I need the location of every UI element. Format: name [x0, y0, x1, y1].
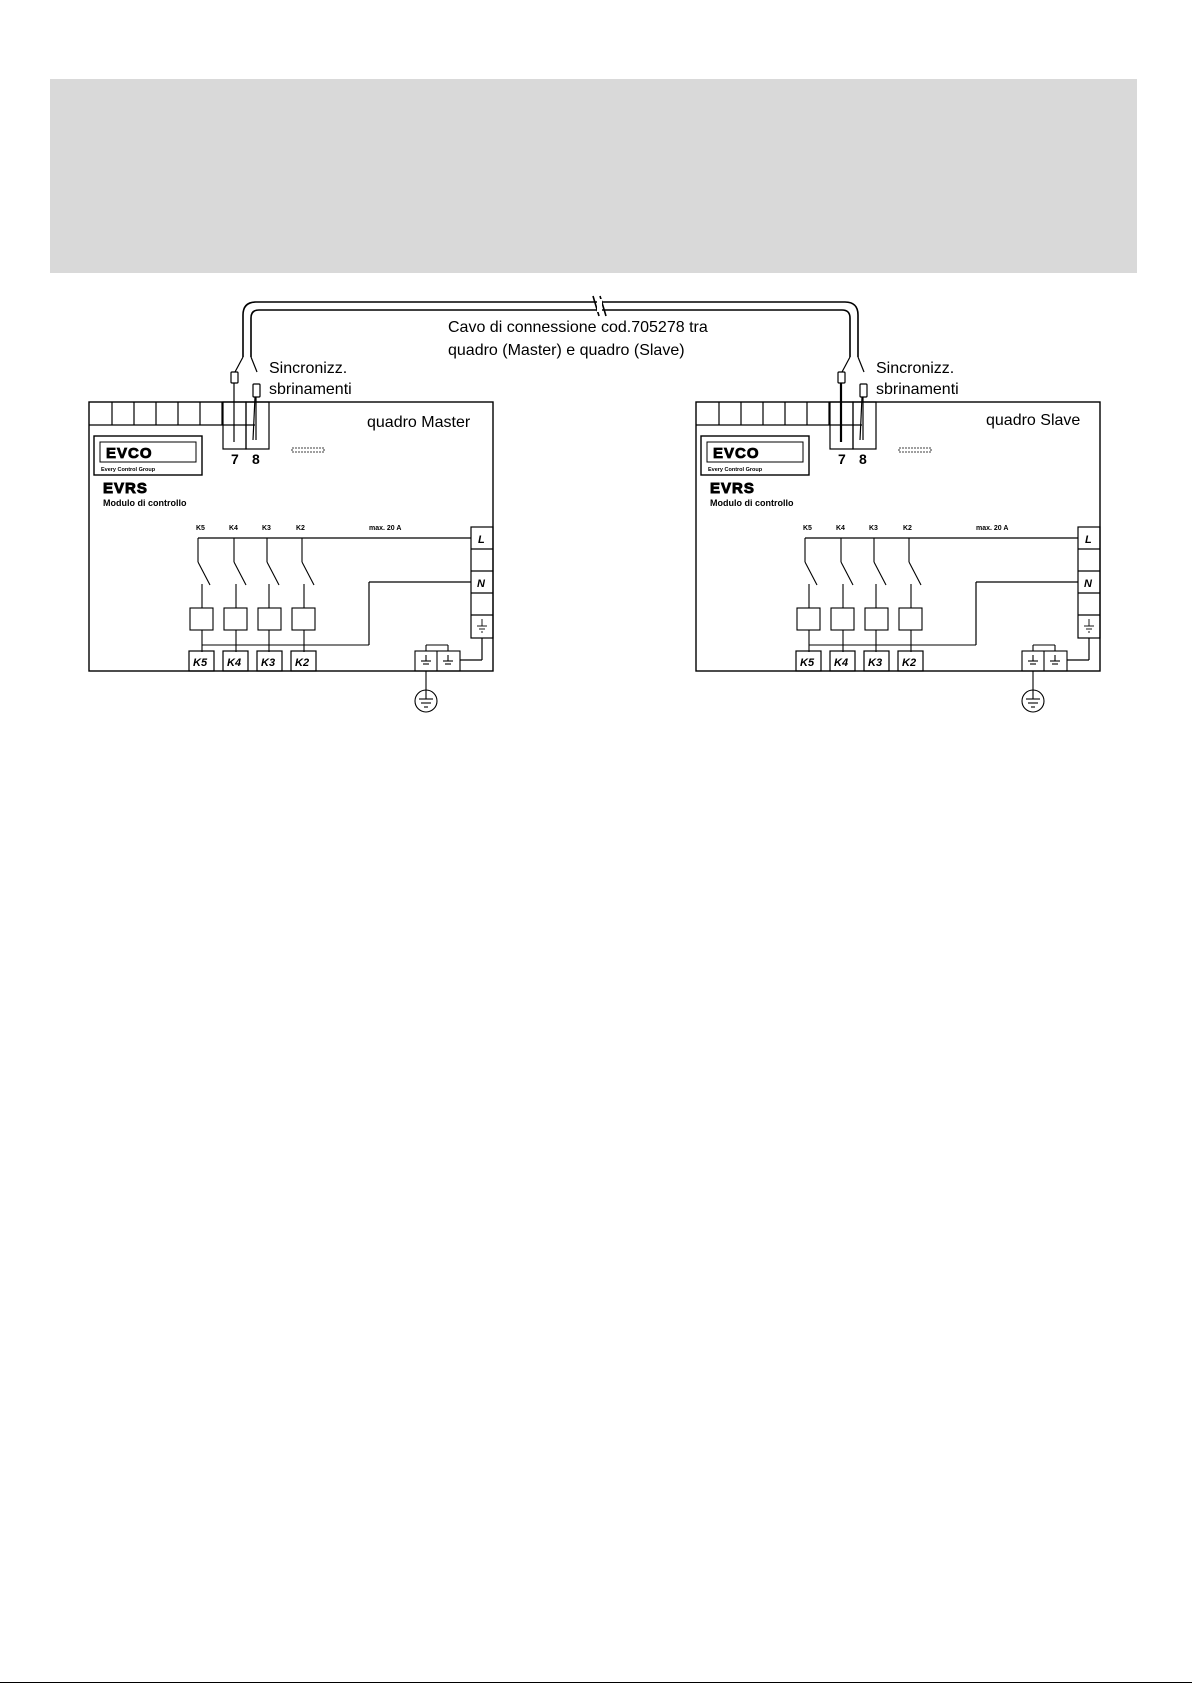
master-load-k3: K3 — [261, 657, 276, 669]
master-sync-line1: Sincronizz. — [269, 360, 348, 377]
cable-label-line1: Cavo di connessione cod.705278 tra — [448, 319, 708, 336]
master-terminal-N: N — [477, 578, 485, 590]
svg-text:EVCO: EVCO — [713, 445, 760, 462]
slave-earth-block — [1022, 645, 1067, 690]
slave-load-k5: K5 — [800, 657, 815, 669]
master-panel-title: quadro Master — [367, 414, 471, 431]
master-pin-7: 7 — [231, 451, 239, 467]
svg-text:Every Control Group: Every Control Group — [101, 467, 156, 473]
panel-slave — [696, 357, 1100, 712]
master-sync-line2: sbrinamenti — [269, 381, 352, 398]
slave-relay-k2: K2 — [903, 525, 912, 532]
master-relay-k2: K2 — [296, 525, 305, 532]
slave-relay-k3: K3 — [869, 525, 878, 532]
slave-sync-line1: Sincronizz. — [876, 360, 955, 377]
slave-terminal-L: L — [1085, 534, 1092, 546]
slave-relay-k4: K4 — [836, 525, 845, 532]
slave-load-k4: K4 — [834, 657, 849, 669]
slave-terminal-N: N — [1084, 578, 1092, 590]
panel-master — [89, 357, 493, 712]
cable-label-line2: quadro (Master) e quadro (Slave) — [448, 342, 685, 359]
master-earth-block — [415, 645, 460, 690]
slave-pin-8: 8 — [859, 451, 867, 467]
svg-text:Every Control Group: Every Control Group — [708, 467, 763, 473]
master-relay-k3: K3 — [262, 525, 271, 532]
slave-model: EVRS — [710, 480, 755, 497]
master-model: EVRS — [103, 480, 148, 497]
slave-ground-icon — [1022, 690, 1044, 712]
master-terminal-L: L — [478, 534, 485, 546]
master-load-k5: K5 — [193, 657, 208, 669]
master-terminal-earth-icon — [477, 619, 487, 632]
master-evco-logo — [94, 436, 202, 475]
master-ground-icon — [415, 690, 437, 712]
master-load-k4: K4 — [227, 657, 242, 669]
master-max-current: max. 20 A — [369, 525, 402, 532]
slave-model-sub: Modulo di controllo — [710, 498, 794, 508]
cable-break — [597, 299, 602, 312]
svg-text:EVCO: EVCO — [106, 445, 153, 462]
slave-max-current: max. 20 A — [976, 525, 1009, 532]
master-pin-8: 8 — [252, 451, 260, 467]
bottom-rule — [0, 1682, 1192, 1683]
slave-panel-title: quadro Slave — [986, 412, 1081, 429]
slave-load-k3: K3 — [868, 657, 883, 669]
slave-pin-7: 7 — [838, 451, 846, 467]
wiring-diagram — [0, 0, 1192, 760]
slave-terminal-earth-icon — [1084, 619, 1094, 632]
master-load-k2: K2 — [295, 657, 310, 669]
slave-evco-logo — [701, 436, 809, 475]
master-relay-k5: K5 — [196, 525, 205, 532]
slave-sync-line2: sbrinamenti — [876, 381, 959, 398]
master-model-sub: Modulo di controllo — [103, 498, 187, 508]
slave-relay-k5: K5 — [803, 525, 812, 532]
slave-load-k2: K2 — [902, 657, 917, 669]
master-relay-k4: K4 — [229, 525, 238, 532]
